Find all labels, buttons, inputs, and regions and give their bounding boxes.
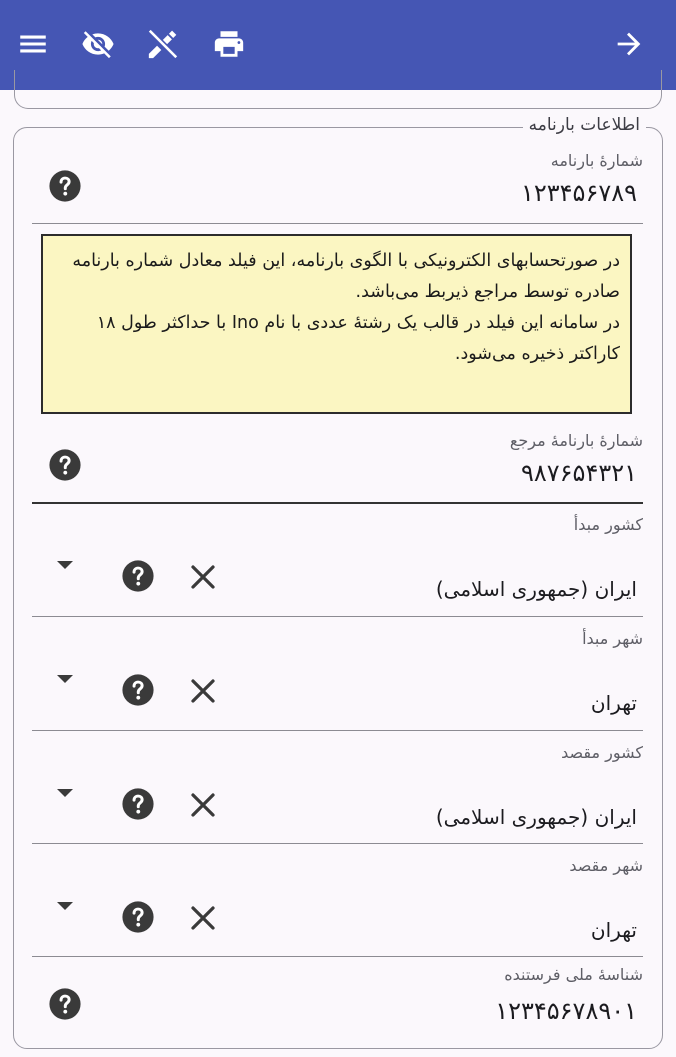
help-icon[interactable] (48, 448, 82, 482)
visibility-off-icon (81, 27, 115, 61)
print-icon (212, 27, 246, 61)
section-legend: اطلاعات بارنامه (523, 115, 646, 135)
ref-bol-number-value[interactable]: ۹۸۷۶۵۴۳۲۱ (520, 459, 637, 487)
help-icon[interactable] (121, 673, 155, 707)
close-icon[interactable] (188, 562, 218, 592)
origin-city-value[interactable]: تهران (590, 691, 637, 715)
sender-national-id-value[interactable]: ۱۲۳۴۵۶۷۸۹۰۱ (495, 997, 637, 1025)
edit-off-icon (146, 27, 180, 61)
help-icon[interactable] (121, 900, 155, 934)
toggle-visibility-button[interactable] (76, 22, 120, 66)
dest-city-select[interactable] (32, 844, 643, 957)
arrow-forward-icon (612, 27, 646, 61)
close-icon[interactable] (188, 676, 218, 706)
dest-country-label: کشور مقصد (561, 743, 643, 762)
dest-city-value[interactable]: تهران (590, 918, 637, 942)
origin-country-select[interactable] (32, 503, 643, 617)
help-note-line-1: در صورتحسابهای الکترونیکی با الگوی بارنامه، این فیلد معادل شماره بارنامه صادره توسط مراجع ذیربط می‌باشد. (72, 251, 620, 302)
origin-city-label: شهر مبدأ (582, 629, 643, 648)
menu-icon (16, 27, 50, 61)
menu-button[interactable] (11, 22, 55, 66)
dest-country-select[interactable] (32, 731, 643, 844)
help-icon[interactable] (121, 787, 155, 821)
back-button[interactable] (607, 22, 651, 66)
chevron-down-icon[interactable] (57, 789, 73, 797)
chevron-down-icon[interactable] (57, 675, 73, 683)
chevron-down-icon[interactable] (57, 902, 73, 910)
origin-country-value[interactable]: ایران (جمهوری اسلامی) (435, 577, 637, 601)
origin-city-select[interactable] (32, 617, 643, 731)
close-icon[interactable] (188, 790, 218, 820)
bol-number-value[interactable]: ۱۲۳۴۵۶۷۸۹ (520, 179, 637, 207)
edit-off-button[interactable] (141, 22, 185, 66)
print-button[interactable] (207, 22, 251, 66)
sender-national-id-field[interactable] (32, 957, 643, 1057)
sender-national-id-label: شناسهٔ ملی فرستنده (504, 965, 643, 984)
bol-number-field[interactable] (32, 145, 643, 224)
dest-city-label: شهر مقصد (569, 856, 643, 875)
dest-country-value[interactable]: ایران (جمهوری اسلامی) (435, 805, 637, 829)
origin-country-label: کشور مبدأ (573, 515, 643, 534)
help-note-line-2: در سامانه این فیلد در قالب یک رشتهٔ عددی با نام Ino با حداکثر طول ۱۸ کاراکتر ذخیره می‌شود. (96, 313, 620, 364)
ref-bol-number-label: شمارهٔ بارنامهٔ مرجع (509, 431, 643, 450)
close-icon[interactable] (188, 903, 218, 933)
ref-bol-number-field[interactable] (32, 425, 643, 504)
help-note (41, 234, 632, 414)
chevron-down-icon[interactable] (57, 561, 73, 569)
help-icon[interactable] (121, 559, 155, 593)
help-icon[interactable] (48, 987, 82, 1021)
bol-number-label: شمارهٔ بارنامه (550, 151, 643, 170)
previous-section-card (14, 70, 662, 109)
help-icon[interactable] (48, 169, 82, 203)
